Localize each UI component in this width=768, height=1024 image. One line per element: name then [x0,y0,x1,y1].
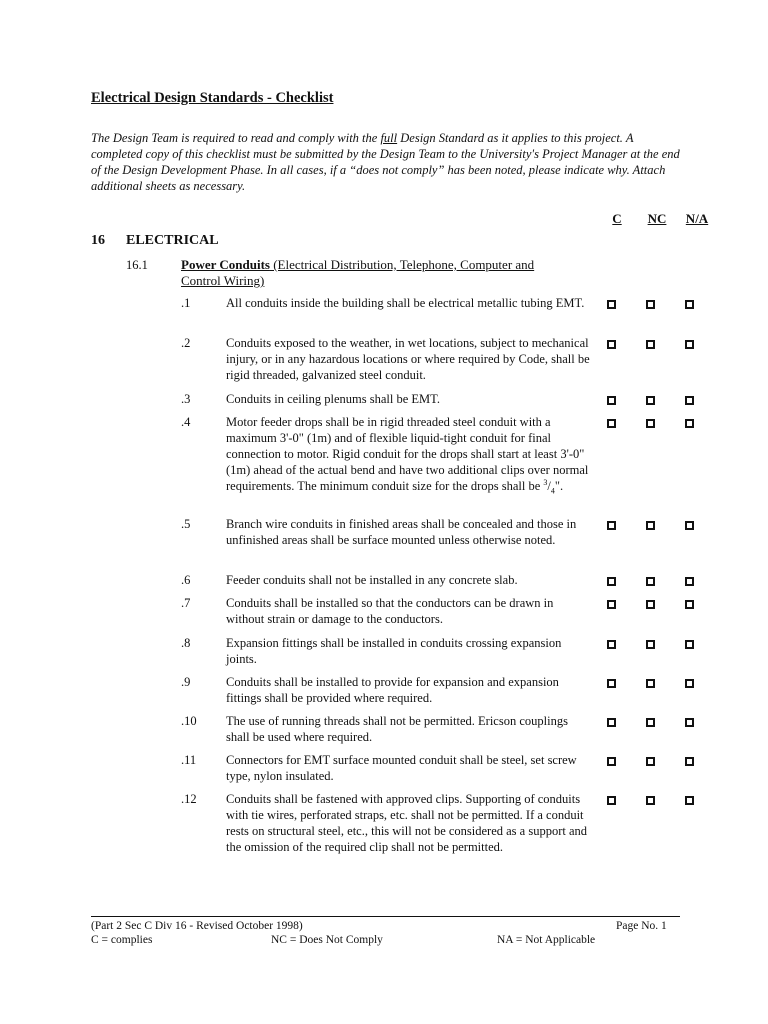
checkbox-na[interactable] [685,521,694,530]
checkbox-nc[interactable] [646,419,655,428]
intro-text-2: Design Standard as it applies to this project. A completed copy of this checklist must be submitted by the Design Team to the University's Project Manager at the end of the Design Development Phase. In all cases, if a “does not comply” has been noted, please indicate why. Attach additional sheets as necessary. [91,131,680,193]
item-number: .4 [181,415,191,429]
item-text: Connectors for EMT surface mounted conduit shall be steel, set screw type, nylon insulated. [226,753,577,783]
item-text: Feeder conduits shall not be installed in any concrete slab. [226,573,518,587]
subsection-title-rest: (Electrical Distribution, Telephone, Computer and Control Wiring) [181,257,535,288]
item-text: Branch wire conduits in finished areas shall be concealed and those in unfinished areas shall be surface mounted unless otherwise noted. [226,517,577,547]
item-text: Conduits shall be installed to provide for expansion and expansion fittings shall be provided where required. [226,675,559,705]
item-text-suffix: ". [554,479,564,493]
checkbox-na[interactable] [685,640,694,649]
item-number: .9 [181,675,191,689]
checkbox-nc[interactable] [646,577,655,586]
legend-not-applicable: NA = Not Applicable [497,934,596,946]
checkbox-nc[interactable] [646,640,655,649]
checkbox-na[interactable] [685,340,694,349]
item-text: Conduits shall be fastened with approved clips. Supporting of conduits with tie wires, perforated straps, etc. shall not be permitted. If a conduit rests on structural steel, etc., this will not be considered as a support and the omission of the required clip shall not be permitted. [226,792,588,854]
checkbox-na[interactable] [685,757,694,766]
legend-does-not-comply: NC = Does Not Comply [271,934,383,946]
item-text: Expansion fittings shall be installed in conduits crossing expansion joints. [226,636,562,666]
item-number: .12 [181,792,197,806]
checkbox-na[interactable] [685,679,694,688]
section-number: 16 [91,233,105,248]
column-header-c: C [612,211,622,226]
footer-revision: (Part 2 Sec C Div 16 - Revised October 1998) [91,920,303,932]
checkbox-c[interactable] [607,340,616,349]
checkbox-na[interactable] [685,796,694,805]
item-number: .11 [181,753,197,767]
item-number: .1 [181,296,191,310]
intro-underlined-word: full [380,131,398,145]
subsection-number: 16.1 [126,258,148,272]
checkbox-nc[interactable] [646,757,655,766]
fraction-numerator: 3 [543,477,548,487]
checkbox-na[interactable] [685,396,694,405]
fraction-denominator: 4 [550,486,555,496]
item-text: The use of running threads shall not be permitted. Ericson couplings shall be used where required. [226,714,568,744]
item-number: .5 [181,517,191,531]
checkbox-c[interactable] [607,300,616,309]
checkbox-c[interactable] [607,679,616,688]
checkbox-nc[interactable] [646,796,655,805]
checkbox-nc[interactable] [646,679,655,688]
item-number: .2 [181,336,191,350]
item-text: Conduits in ceiling plenums shall be EMT. [226,392,440,406]
item-text: Conduits shall be installed so that the conductors can be drawn in without strain or damage to the conductors. [226,596,554,626]
column-header-na: N/A [685,211,709,226]
checkbox-nc[interactable] [646,396,655,405]
item-number: .3 [181,392,191,406]
item-text-body: Motor feeder drops shall be in rigid threaded steel conduit with a maximum 3'-0" (1m) and of flexible liquid-tight conduit for final connection to motor. Rigid conduit for the drops shall start at least 3'-0" (1m) ahead of the actual bend and have two additional clips over normal requirements. The minimum conduit size for the drops shall be [226,415,589,493]
checkbox-c[interactable] [607,419,616,428]
checkbox-c[interactable] [607,757,616,766]
checkbox-nc[interactable] [646,340,655,349]
checkbox-c[interactable] [607,577,616,586]
section-title: ELECTRICAL [126,233,219,248]
item-number: .6 [181,573,191,587]
checkbox-c[interactable] [607,796,616,805]
checkbox-na[interactable] [685,300,694,309]
item-text: All conduits inside the building shall be electrical metallic tubing EMT. [226,296,585,310]
page-title: Electrical Design Standards - Checklist [91,90,334,106]
item-number: .10 [181,714,197,728]
checkbox-nc[interactable] [646,600,655,609]
checkbox-na[interactable] [685,718,694,727]
checkbox-na[interactable] [685,419,694,428]
checkbox-c[interactable] [607,718,616,727]
footer-page-number: Page No. 1 [616,920,667,932]
checkbox-na[interactable] [685,577,694,586]
item-number: .7 [181,596,191,610]
item-text: Conduits exposed to the weather, in wet locations, subject to mechanical injury, or in any hazardous locations or where required by Code, shall be rigid threaded, galvanized steel conduit. [226,336,590,382]
intro-text-1: The Design Team is required to read and comply with the [91,131,381,145]
legend-complies: C = complies [91,934,153,946]
item-number: .8 [181,636,191,650]
footer-divider [91,916,680,917]
checkbox-c[interactable] [607,600,616,609]
checkbox-nc[interactable] [646,718,655,727]
checkbox-c[interactable] [607,640,616,649]
subsection-title-bold: Power Conduits [181,257,270,272]
checkbox-c[interactable] [607,396,616,405]
checkbox-nc[interactable] [646,300,655,309]
item-text: Motor feeder drops shall be in rigid threaded steel conduit with a maximum 3'-0" (1m) and of flexible liquid-tight conduit for final connection to motor. Rigid conduit for the drops shall start at least 3'-0" (1m) ahead of the actual bend and have two additional clips over normal requirements. The minimum conduit size for the drops shall be $^3/_4$". [226,415,589,496]
checkbox-na[interactable] [685,600,694,609]
checkbox-nc[interactable] [646,521,655,530]
column-header-nc: NC [647,211,667,226]
checkbox-c[interactable] [607,521,616,530]
